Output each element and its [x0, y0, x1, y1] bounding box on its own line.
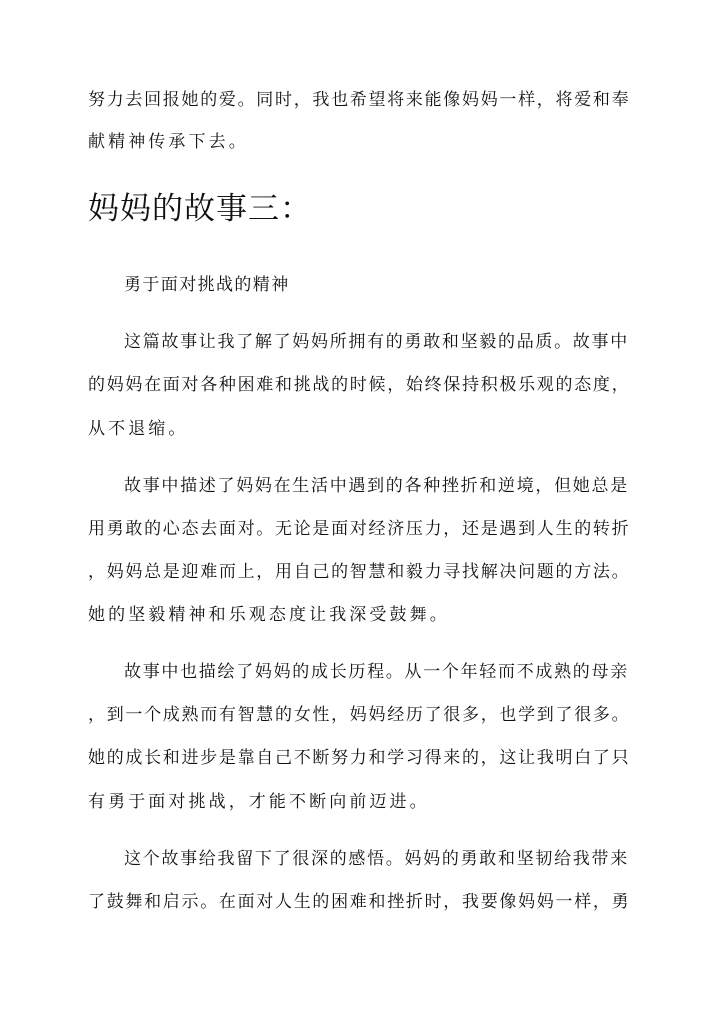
paragraph-2-line-1: 故事中描述了妈妈在生活中遇到的各种挫折和逆境，但她总是 [124, 476, 629, 496]
paragraph-1-line-1: 这篇故事让我了解了妈妈所拥有的勇敢和坚毅的品质。故事中 [124, 332, 629, 352]
intro-line-1: 努力去回报她的爱。同时，我也希望将来能像妈妈一样，将爱和奉 [88, 90, 631, 110]
paragraph-3-line-1: 故事中也描绘了妈妈的成长历程。从一个年轻而不成熟的母亲 [124, 662, 629, 682]
paragraph-2-line-4: 她的坚毅精神和乐观态度让我深受鼓舞。 [88, 605, 450, 625]
paragraph-4-line-2: 了鼓舞和启示。在面对人生的困难和挫折时，我要像妈妈一样，勇 [88, 892, 631, 912]
paragraph-3-line-3: 她的成长和进步是靠自己不断努力和学习得来的，这让我明白了只 [88, 748, 631, 768]
paragraph-3-line-4: 有勇于面对挑战，才能不断向前迈进。 [88, 792, 430, 812]
paragraph-1-line-2: 的妈妈在面对各种困难和挑战的时候，始终保持积极乐观的态度， [88, 375, 631, 395]
paragraph-3-line-2: ，到一个成熟而有智慧的女性，妈妈经历了很多，也学到了很多。 [88, 705, 631, 725]
section-subtitle: 勇于面对挑战的精神 [124, 275, 290, 295]
paragraph-4-line-1: 这个故事给我留下了很深的感悟。妈妈的勇敢和坚韧给我带来 [124, 849, 629, 869]
intro-line-2: 献精神传承下去。 [88, 132, 249, 152]
paragraph-2-line-2: 用勇敢的心态去面对。无论是面对经济压力，还是遇到人生的转折 [88, 519, 631, 539]
paragraph-1-line-3: 从不退缩。 [88, 419, 189, 439]
section-heading: 妈妈的故事三： [88, 191, 312, 227]
paragraph-2-line-3: ，妈妈总是迎难而上，用自己的智慧和毅力寻找解决问题的方法。 [88, 562, 631, 582]
